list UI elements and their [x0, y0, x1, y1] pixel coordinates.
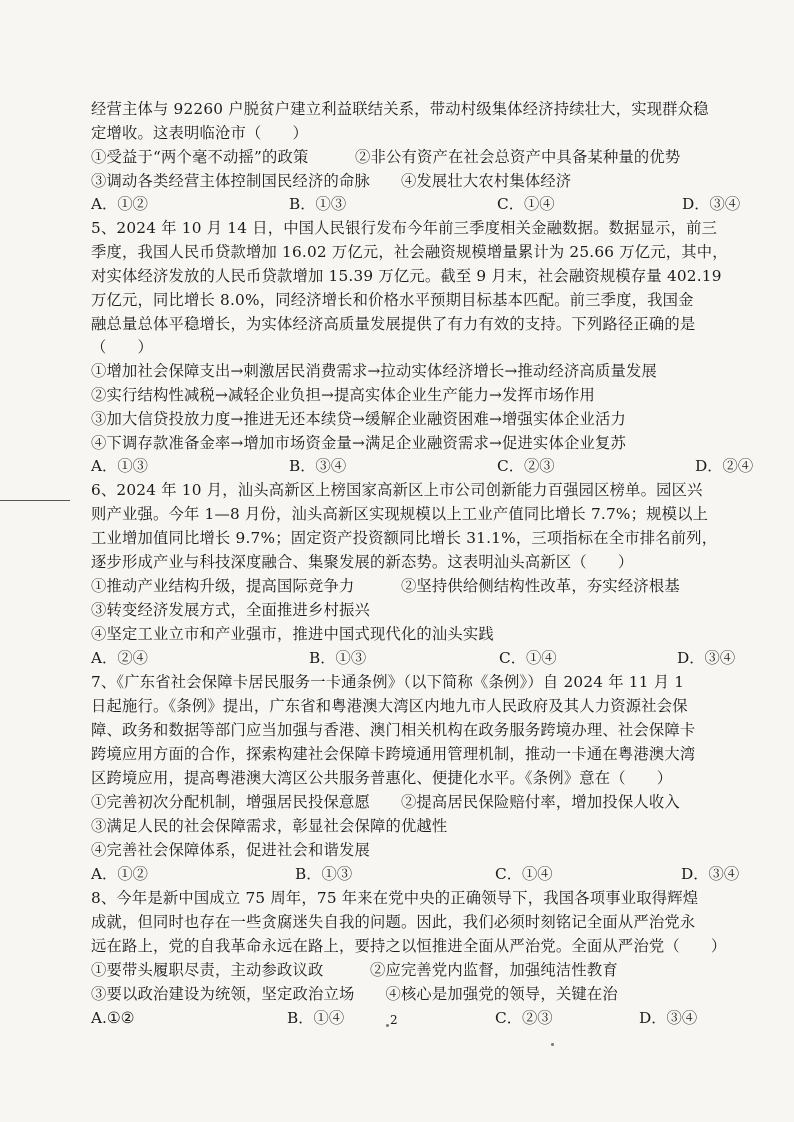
q4-text-line: 定增收。这表明临沧市（ ） — [91, 124, 308, 142]
q5-statement: ④下调存款准备金率→增加市场资金量→满足企业融资需求→促进实体企业复苏 — [91, 434, 626, 452]
q8-text-line: 远在路上，党的自我革命永远在路上，要持之以恒推进全面从严治党。全面从严治党（ ） — [91, 937, 727, 955]
q4-option-b: B．①③ — [289, 195, 347, 213]
q4-option-a: A．①② — [91, 195, 148, 213]
q6-text-line: 逐步形成产业与科技深度融合、集聚发展的新态势。这表明汕头高新区（ ） — [91, 553, 634, 571]
q6-option-d: D．③④ — [677, 649, 736, 667]
q7-text-line: 跨境应用方面的合作，探索构建社会保障卡跨境通用管理机制，推动一卡通在粤港澳大湾 — [91, 745, 696, 763]
q6-text-line: 工业增加值同比增长 9.7%；固定资产投资额同比增长 31.1%，三项指标在全市排名前列， — [91, 529, 718, 547]
q5-text-line: 5、2024 年 10 月 14 日，中国人民银行发布今年前三季度相关金融数据。数据显示，前三 — [91, 219, 718, 237]
q6-text-line: 则产业强。今年 1—8 月份，汕头高新区实现规模以上工业产值同比增长 7.7%；规模以上 — [91, 505, 709, 523]
q7-option-b: B．①③ — [295, 865, 353, 883]
q8-text-line: 成就，但同时也存在一些贪腐迷失自我的问题。因此，我们必须时刻铭记全面从严治党永 — [91, 913, 696, 931]
q4-statement: ③调动各类经营主体控制国民经济的命脉 ④发展壮大农村集体经济 — [91, 172, 572, 190]
q4-option-c: C．①④ — [497, 195, 555, 213]
q4-statement: ①受益于“两个毫不动摇”的政策 ②非公有资产在社会总资产中具备某种量的优势 — [91, 148, 681, 166]
scan-margin-line — [0, 500, 70, 501]
q5-statement: ②实行结构性减税→减轻企业负担→提高实体企业生产能力→发挥市场作用 — [91, 386, 595, 404]
q5-option-d: D．②④ — [695, 457, 754, 475]
q6-option-c: C．①④ — [499, 649, 557, 667]
q7-text-line: 7、《广东省社会保障卡居民服务一卡通条例》（以下简称《条例》）自 2024 年 11 月 1 — [91, 673, 685, 691]
q7-option-a: A．①② — [91, 865, 148, 883]
q8-options — [91, 1007, 751, 1029]
q6-text-line: 6、2024 年 10 月，汕头高新区上榜国家高新区上市公司创新能力百强园区榜单。园区兴 — [91, 481, 703, 499]
q4-option-d: D．③④ — [682, 195, 741, 213]
q7-statement: ①完善初次分配机制，增强居民投保意愿 ②提高居民保险赔付率，增加投保人收入 — [91, 793, 680, 811]
q7-option-c: C．①④ — [495, 865, 553, 883]
q5-statement: ③加大信贷投放力度→推进无还本续贷→缓解企业融资困难→增强实体企业活力 — [91, 410, 626, 428]
q5-text-line: 对实体经济发放的人民币贷款增加 15.39 万亿元。截至 9 月末，社会融资规模存量 402.19 — [91, 267, 722, 285]
q4-options — [91, 193, 751, 215]
q6-options — [91, 647, 751, 669]
q6-statement: ①推动产业结构升级，提高国际竞争力 ②坚持供给侧结构性改革，夯实经济根基 — [91, 577, 680, 595]
q5-text-line: 万亿元，同比增长 8.0%，同经济增长和价格水平预期目标基本匹配。前三季度，我国金 — [91, 291, 694, 309]
q7-statement: ④完善社会保障体系，促进社会和谐发展 — [91, 841, 370, 859]
q5-option-a: A．①③ — [91, 457, 148, 475]
q8-option-b: B．①④ — [287, 1009, 345, 1027]
page-number: 2 — [390, 1013, 398, 1027]
q8-statement: ①要带头履职尽责，主动参政议政 ②应完善党内监督，加强纯洁性教育 — [91, 961, 618, 979]
q7-text-line: 区跨境应用，提高粤港澳大湾区公共服务普惠化、便捷化水平。《条例》意在（ ） — [91, 769, 673, 787]
q6-option-a: A．②④ — [91, 649, 148, 667]
q5-option-b: B．③④ — [289, 457, 347, 475]
q7-options — [91, 863, 751, 885]
q5-text-line: 融总量总体平稳增长，为实体经济高质量发展提供了有力有效的支持。下列路径正确的是 — [91, 315, 696, 333]
q6-statement: ④坚定工业立市和产业强市，推进中国式现代化的汕头实践 — [91, 625, 494, 643]
q5-options — [91, 455, 754, 477]
q8-option-a: A.①② — [91, 1009, 135, 1027]
q7-option-d: D．③④ — [681, 865, 740, 883]
q6-statement: ③转变经济发展方式，全面推进乡村振兴 — [91, 601, 370, 619]
q5-text-line: 季度，我国人民币贷款增加 16.02 万亿元，社会融资规模增量累计为 25.66 万亿元，其中， — [91, 243, 728, 261]
q8-option-d: D．③④ — [639, 1009, 698, 1027]
scan-speck — [551, 1043, 554, 1046]
q5-statement: ①增加社会保障支出→刺激居民消费需求→拉动实体经济增长→推动经济高质量发展 — [91, 362, 657, 380]
q8-option-c: C．②③ — [495, 1009, 553, 1027]
q7-text-line: 障、政务和数据等部门应当加强与香港、澳门相关机构在政务服务跨境办理、社会保障卡 — [91, 721, 696, 739]
q8-text-line: 8、今年是新中国成立 75 周年，75 年来在党中央的正确领导下，我国各项事业取得辉煌 — [91, 889, 699, 907]
q5-option-c: C．②③ — [497, 457, 555, 475]
q8-statement: ③要以政治建设为统领，坚定政治立场 ④核心是加强党的领导，关键在治 — [91, 985, 618, 1003]
q4-text-line: 经营主体与 92260 户脱贫户建立利益联结关系，带动村级集体经济持续壮大，实现群众稳 — [91, 100, 709, 118]
q5-text-line: （ ） — [91, 338, 153, 356]
q6-option-b: B．①③ — [309, 649, 367, 667]
q7-statement: ③满足人民的社会保障需求，彰显社会保障的优越性 — [91, 817, 448, 835]
q7-text-line: 日起施行。《条例》提出，广东省和粤港澳大湾区内地九市人民政府及其人力资源社会保 — [91, 697, 688, 715]
